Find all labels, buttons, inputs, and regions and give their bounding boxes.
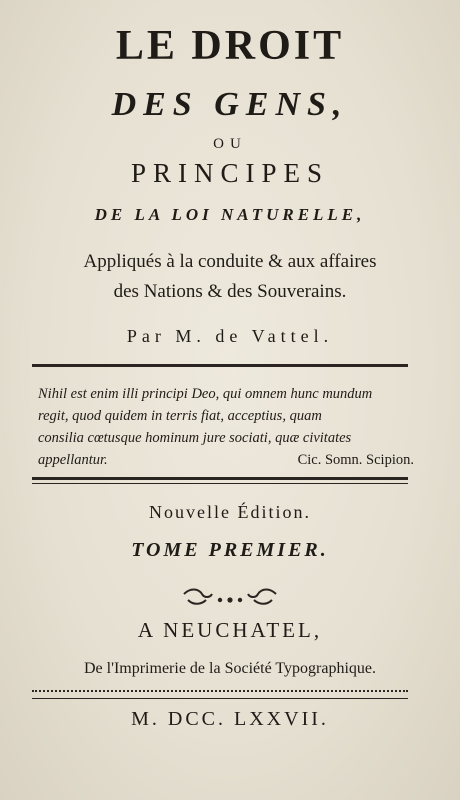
author-line: Par M. de Vattel. (126, 326, 334, 346)
divider-rule (32, 483, 408, 484)
divider-rule (32, 364, 408, 367)
fleuron-ornament-icon (180, 586, 280, 608)
place-of-publication: A NEUCHATEL, (137, 618, 323, 642)
volume-label: TOME PREMIER. (131, 539, 329, 561)
quote-citation: Cic. Somn. Scipion. (297, 452, 414, 468)
edition-label: Nouvelle Édition. (149, 502, 311, 522)
subtitle-appliques: Appliqués à la conduite & aux affaires (83, 251, 377, 272)
quote-line: consilia cœtusque hominum jure sociati, quæ civitates (38, 430, 352, 446)
divider-rule (32, 477, 408, 480)
dotted-divider (32, 690, 408, 699)
quote-line: regit, quod quidem in terris fiat, acceptius, quam (38, 408, 322, 424)
subtitle-principes: PRINCIPES (130, 158, 330, 188)
conjunction-ou: OU (213, 136, 247, 152)
printer-line: De l'Imprimerie de la Société Typographique. (83, 660, 377, 677)
quote-line: Nihil est enim illi principi Deo, qui omnem hunc mundum (38, 386, 373, 402)
quote-line: appellantur. (38, 452, 108, 468)
subtitle-nations: des Nations & des Souverains. (113, 281, 347, 302)
epigraph-quote (38, 383, 414, 471)
book-title: LE DROIT (115, 23, 345, 69)
subtitle-loi-naturelle: DE LA LOI NATURELLE, (94, 205, 366, 224)
book-title-gens: DES GENS, (111, 86, 349, 123)
publication-year: M. DCC. LXXVII. (131, 708, 329, 730)
